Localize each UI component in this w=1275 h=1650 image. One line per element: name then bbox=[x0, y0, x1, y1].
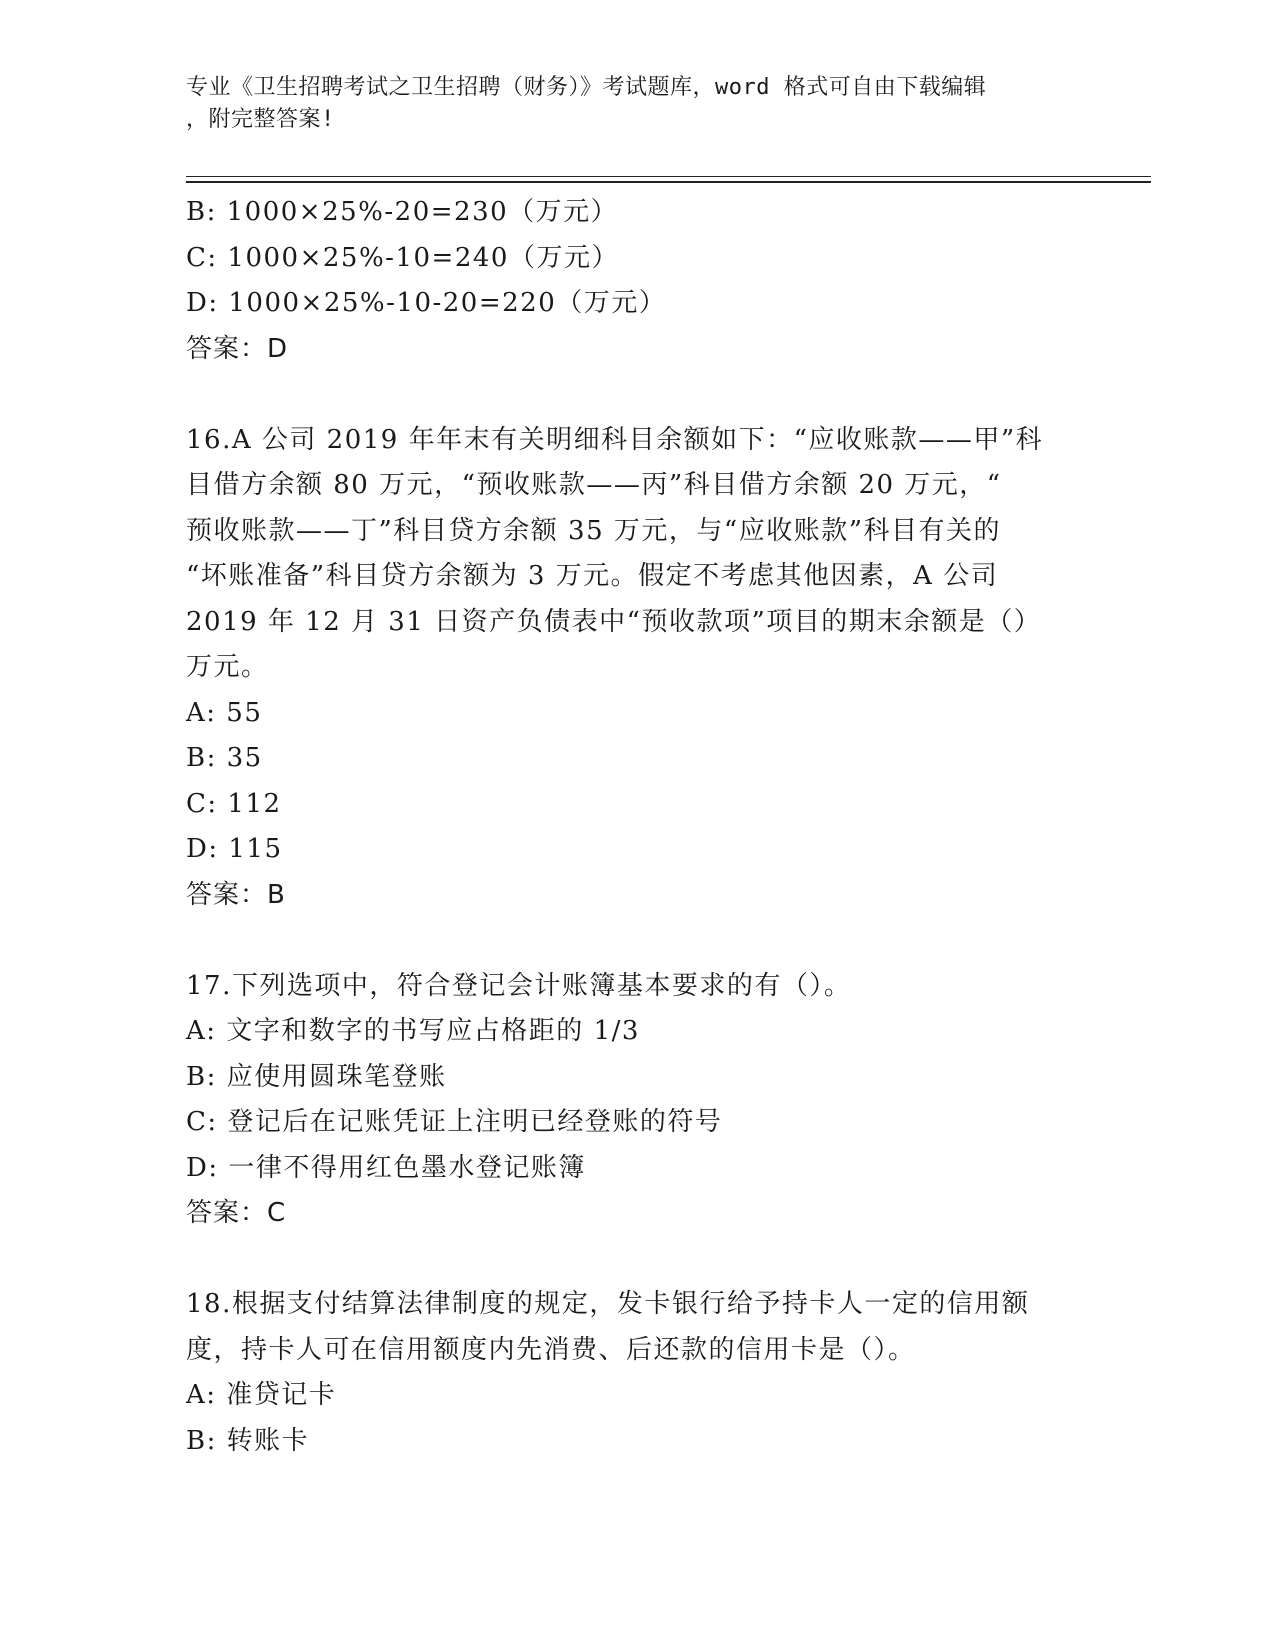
q16-option-a: A: 55 bbox=[186, 697, 263, 728]
q15-option-c: C: 1000×25%-10=240（万元） bbox=[186, 242, 619, 273]
header-divider-thick bbox=[186, 181, 1151, 183]
q15-answer: 答案：D bbox=[186, 333, 289, 364]
q16-answer: 答案：B bbox=[186, 879, 286, 910]
q16-stem-line: 万元。 bbox=[186, 652, 269, 682]
q17-option-d: D: 一律不得用红色墨水登记账簿 bbox=[186, 1152, 586, 1183]
question-16 bbox=[186, 418, 1086, 919]
q16-stem-line: “坏账准备”科目贷方余额为 3 万元。假定不考虑其他因素，A 公司 bbox=[186, 561, 999, 591]
q16-option-c: C: 112 bbox=[186, 788, 282, 819]
q16-stem-line: 16.A 公司 2019 年年末有关明细科目余额如下：“应收账款——甲”科 bbox=[186, 424, 1044, 455]
question-spacer bbox=[186, 918, 1086, 964]
q17-option-a: A: 文字和数字的书写应占格距的 1/3 bbox=[186, 1016, 640, 1046]
q18-stem-line: 度，持卡人可在信用额度内先消费、后还款的信用卡是（）。 bbox=[186, 1334, 916, 1365]
q16-stem-line: 目借方余额 80 万元，“预收账款——丙”科目借方余额 20 万元，“ bbox=[186, 470, 1002, 500]
question-18 bbox=[186, 1282, 1086, 1464]
q16-option-b: B: 35 bbox=[186, 743, 263, 773]
header-title-line-2: ，附完整答案! bbox=[186, 107, 335, 132]
question-17 bbox=[186, 964, 1086, 1237]
question-spacer bbox=[186, 1237, 1086, 1283]
q17-option-c: C: 登记后在记账凭证上注明已经登账的符号 bbox=[186, 1107, 723, 1137]
header-title-line-1: 专业《卫生招聘考试之卫生招聘（财务）》考试题库，word 格式可自由下载编辑 bbox=[186, 75, 987, 100]
q18-option-a: A: 准贷记卡 bbox=[186, 1380, 337, 1410]
question-list bbox=[186, 190, 1086, 1464]
q17-answer: 答案：C bbox=[186, 1198, 287, 1228]
header-divider-thin bbox=[186, 176, 1151, 177]
q17-option-b: B: 应使用圆珠笔登账 bbox=[186, 1061, 447, 1092]
q18-option-b: B: 转账卡 bbox=[186, 1425, 310, 1456]
page-header bbox=[186, 72, 1066, 136]
q16-option-d: D: 115 bbox=[186, 834, 283, 864]
q18-stem-line: 18.根据支付结算法律制度的规定，发卡银行给予持卡人一定的信用额 bbox=[186, 1289, 1030, 1319]
q15-option-b: B: 1000×25%-20=230（万元） bbox=[186, 197, 619, 227]
question-spacer bbox=[186, 372, 1086, 418]
q15-option-d: D: 1000×25%-10-20=220（万元） bbox=[186, 288, 667, 318]
q17-stem-line: 17.下列选项中，符合登记会计账簿基本要求的有（）。 bbox=[186, 970, 852, 1001]
q16-stem-line: 预收账款——丁”科目贷方余额 35 万元，与“应收账款”科目有关的 bbox=[186, 515, 1001, 546]
q16-stem-line: 2019 年 12 月 31 日资产负债表中“预收款项”项目的期末余额是（） bbox=[186, 606, 1042, 637]
question-15-continued bbox=[186, 190, 1086, 372]
